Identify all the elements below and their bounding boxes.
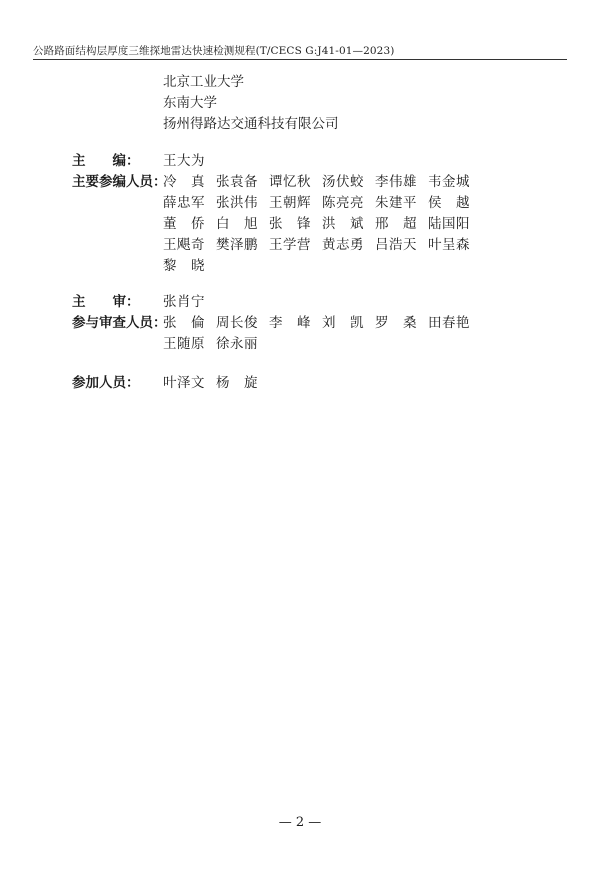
person-name: 黎 晓 <box>163 258 205 274</box>
person-name: 黄志勇 <box>322 237 364 253</box>
name-row <box>163 256 481 277</box>
page-number: — 2 — <box>278 815 322 830</box>
person-name: 李伟雄 <box>375 174 417 190</box>
person-name: 谭忆秋 <box>269 174 311 190</box>
person-name: 叶呈森 <box>428 237 470 253</box>
reviewers-list <box>163 313 481 355</box>
organization-item: 北京工业大学 <box>163 74 244 90</box>
person-name: 朱建平 <box>375 195 417 211</box>
person-name: 杨 旋 <box>216 375 258 391</box>
person-name: 韦金城 <box>428 174 470 190</box>
person-name: 陈亮亮 <box>322 195 364 211</box>
main-editors-list <box>163 172 481 277</box>
chief-reviewer-row <box>72 292 216 313</box>
chief-reviewer-label: 主 审： <box>72 294 140 310</box>
person-name: 张 倫 <box>163 315 205 331</box>
person-name: 王学营 <box>269 237 311 253</box>
name-row <box>163 235 481 256</box>
name-row <box>163 193 481 214</box>
chief-editor-row <box>72 151 216 172</box>
header-rule <box>33 59 567 60</box>
person-name: 王飓奇 <box>163 237 205 253</box>
organization-list <box>163 72 339 135</box>
person-name: 薛忠军 <box>163 195 205 211</box>
person-name: 张袁备 <box>216 174 258 190</box>
person-name: 汤伏蛟 <box>322 174 364 190</box>
participants-row <box>72 373 269 394</box>
person-name: 叶泽文 <box>163 375 205 391</box>
person-name: 王随原 <box>163 336 205 352</box>
chief-editor-label: 主 编： <box>72 153 140 169</box>
person-name: 邢 超 <box>375 216 417 232</box>
person-name: 董 侨 <box>163 216 205 232</box>
main-editors-row <box>72 172 481 277</box>
person-name: 张 锋 <box>269 216 311 232</box>
person-name: 张肖宁 <box>163 294 205 310</box>
person-name: 田春艳 <box>428 315 470 331</box>
reviewers-row <box>72 313 481 355</box>
running-header: 公路路面结构层厚度三维探地雷达快速检测规程(T/CECS G:J41-01—2023) <box>33 45 395 57</box>
name-row <box>163 214 481 235</box>
person-name: 侯 越 <box>428 195 470 211</box>
person-name: 王大为 <box>163 153 205 169</box>
person-name: 周长俊 <box>216 315 258 331</box>
person-name: 罗 桑 <box>375 315 417 331</box>
organization-item: 扬州得路达交通科技有限公司 <box>163 116 339 132</box>
person-name: 李 峰 <box>269 315 311 331</box>
person-name: 冷 真 <box>163 174 205 190</box>
reviewers-label: 参与审查人员： <box>72 315 167 331</box>
person-name: 白 旭 <box>216 216 258 232</box>
organization-item: 东南大学 <box>163 95 217 111</box>
person-name: 张洪伟 <box>216 195 258 211</box>
person-name: 洪 斌 <box>322 216 364 232</box>
person-name: 樊泽鹏 <box>216 237 258 253</box>
main-editors-label: 主要参编人员： <box>72 174 167 190</box>
person-name: 吕浩天 <box>375 237 417 253</box>
person-name: 王朝辉 <box>269 195 311 211</box>
person-name: 徐永丽 <box>216 336 258 352</box>
participants-label: 参加人员： <box>72 375 140 391</box>
name-row <box>163 334 481 355</box>
name-row <box>163 172 481 193</box>
person-name: 刘 凯 <box>322 315 364 331</box>
person-name: 陆国阳 <box>428 216 470 232</box>
name-row <box>163 313 481 334</box>
